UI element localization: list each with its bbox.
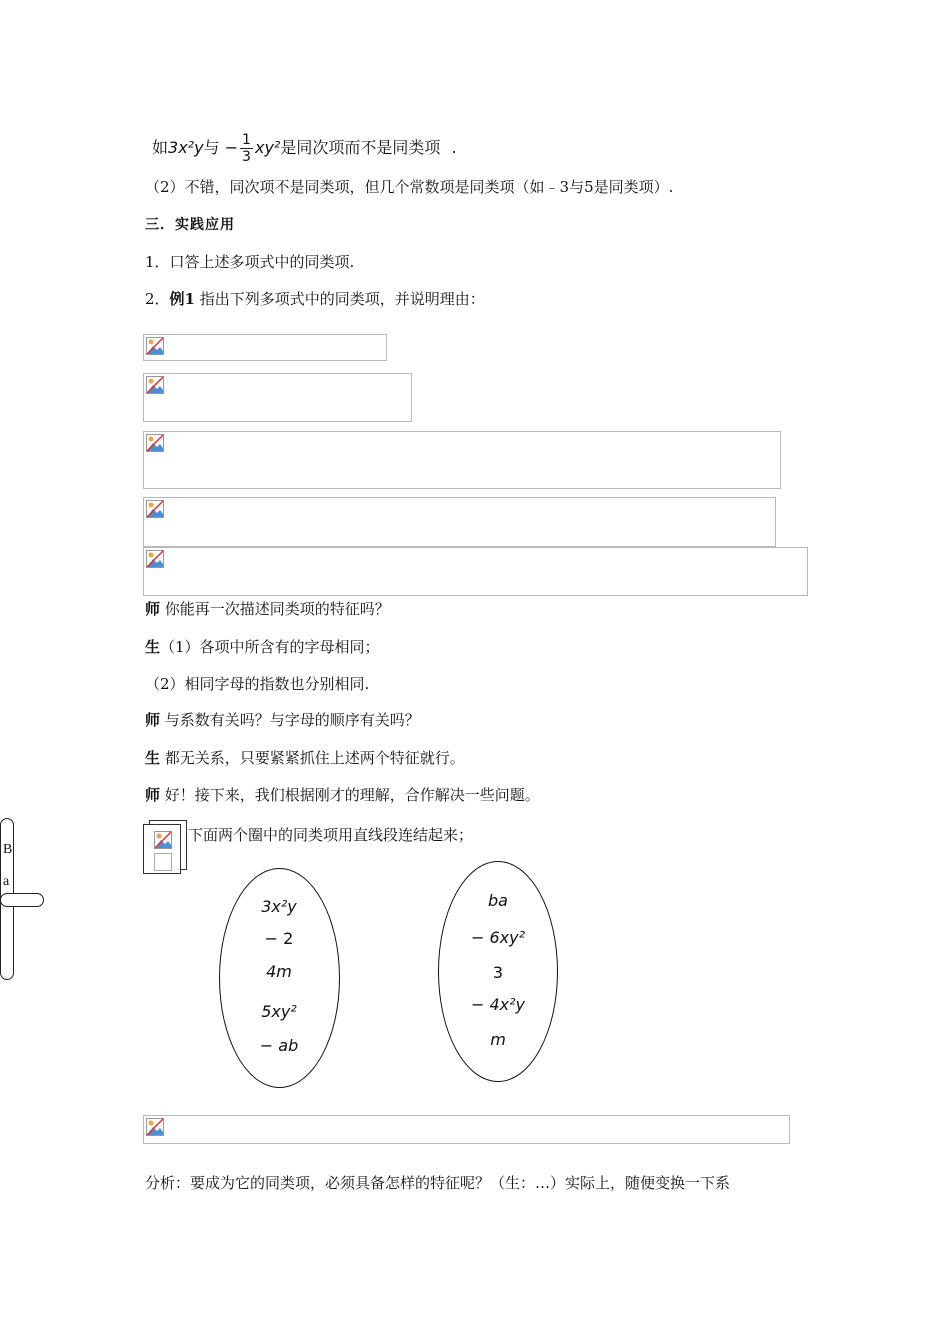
item-2-number: 2． <box>145 290 170 308</box>
example-prefix: 如 <box>152 138 169 157</box>
example-period: . <box>451 138 457 157</box>
teacher-text: 与系数有关吗？与字母的顺序有关吗？ <box>160 711 420 729</box>
item-2 <box>145 289 485 309</box>
student-line-3 <box>145 748 465 768</box>
broken-image-icon <box>146 376 164 394</box>
section-title: 三．实践应用 <box>145 217 235 233</box>
student-text: （1）各项中所含有的字母相同； <box>160 638 380 656</box>
example-mid: 与 − <box>203 138 239 157</box>
student-line-1 <box>145 637 380 657</box>
student-label: 生 <box>145 749 161 767</box>
side-letter-a: a <box>3 874 10 889</box>
frame-front <box>143 824 181 874</box>
right-term-2: − 6xy² <box>470 928 526 947</box>
fraction-denominator: 3 <box>242 149 251 165</box>
right-term-1: ba <box>488 891 508 910</box>
image-placeholder-2 <box>143 373 412 422</box>
example-term2: xy² <box>254 138 281 157</box>
image-placeholder-6 <box>143 1115 790 1144</box>
side-horizontal-bar <box>0 893 44 907</box>
image-placeholder-5 <box>143 547 808 596</box>
image-placeholder-3 <box>143 431 781 489</box>
example-line <box>152 132 457 165</box>
fraction <box>240 132 253 165</box>
left-term-2: − 2 <box>264 929 294 948</box>
connect-instruction: 下面两个圈中的同类项用直线段连结起来； <box>188 826 474 844</box>
example-suffix: 是同次项而不是同类项 <box>280 138 441 157</box>
student-line-2: （2）相同字母的指数也分别相同. <box>145 675 370 693</box>
teacher-label: 师 <box>145 786 161 804</box>
broken-image-icon <box>146 1118 164 1136</box>
teacher-text: 好！接下来，我们根据刚才的理解，合作解决一些问题。 <box>160 786 540 804</box>
teacher-line-1 <box>145 599 390 619</box>
left-term-3: 4m <box>266 962 292 981</box>
note-2: （2）不错，同次项不是同类项，但几个常数项是同类项（如﹣3与5是同类项）. <box>145 178 674 196</box>
item-2-text: 指出下列多项式中的同类项，并说明理由： <box>194 290 485 308</box>
fraction-numerator: 1 <box>242 132 251 148</box>
right-term-3: 3 <box>492 963 504 982</box>
teacher-label: 师 <box>145 600 161 618</box>
teacher-line-3 <box>145 785 540 805</box>
item-2-label: 例1 <box>169 290 195 308</box>
broken-image-icon <box>146 337 164 355</box>
student-text: 都无关系，只要紧紧抓住上述两个特征就行。 <box>160 749 465 767</box>
teacher-label: 师 <box>145 711 161 729</box>
example-term1: 3x²y <box>168 138 204 157</box>
frame-inner-box <box>154 853 172 871</box>
analysis-line: 分析：要成为它的同类项，必须具备怎样的特征呢？（生：…）实际上，随便变换一下系 <box>145 1174 731 1192</box>
teacher-text: 你能再一次描述同类项的特征吗？ <box>160 600 390 618</box>
right-term-4: − 4x²y <box>470 995 526 1014</box>
left-term-4: 5xy² <box>261 1002 297 1021</box>
image-placeholder-4 <box>143 497 776 547</box>
broken-image-icon <box>146 434 164 452</box>
side-letter-b: B <box>3 842 13 857</box>
left-term-5: − ab <box>259 1036 299 1055</box>
teacher-line-2 <box>145 710 420 730</box>
student-label: 生 <box>145 638 161 656</box>
left-term-1: 3x²y <box>261 897 297 916</box>
stacked-image-frame <box>143 820 187 872</box>
item-1: 1．口答上述多项式中的同类项. <box>145 253 355 271</box>
broken-image-icon <box>154 831 172 849</box>
broken-image-icon <box>146 550 164 568</box>
right-term-5: m <box>490 1030 506 1049</box>
broken-image-icon <box>146 500 164 518</box>
image-placeholder-1 <box>143 334 387 361</box>
